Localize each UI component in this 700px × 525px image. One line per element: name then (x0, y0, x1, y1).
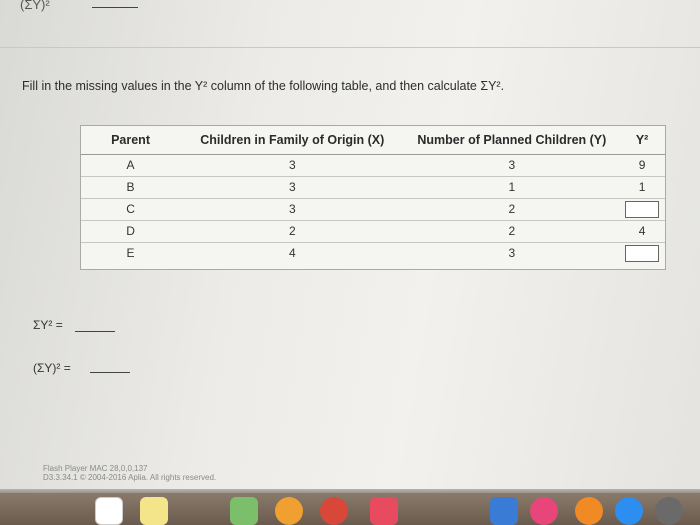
cell-x: 4 (180, 242, 404, 264)
footer-copyright: D3.3.34.1 © 2004-2016 Aplia. All rights reserved. (43, 473, 217, 482)
system-preferences-icon[interactable] (655, 497, 683, 525)
table-row (81, 176, 665, 198)
itunes-icon[interactable] (530, 497, 558, 525)
cell-y2 (619, 198, 665, 220)
cell-parent: D (81, 220, 180, 242)
sum-y-squared-answer-blank[interactable] (90, 372, 130, 373)
instruction-text: Fill in the missing values in the Y² column of the following table, and then calculate ΣY². (22, 79, 505, 93)
table-header-row (81, 126, 665, 154)
cell-y: 1 (405, 176, 620, 198)
table-row (81, 198, 665, 220)
table-row (81, 242, 665, 264)
chrome-icon[interactable] (320, 497, 348, 525)
cell-y: 2 (405, 198, 620, 220)
sum-y2-answer-blank[interactable] (75, 331, 115, 332)
data-table-container (80, 125, 666, 270)
news-icon[interactable] (370, 497, 398, 525)
top-fragment-blank (92, 7, 138, 8)
cell-x: 3 (180, 154, 404, 176)
app-store-icon[interactable] (615, 497, 643, 525)
ibooks-icon[interactable] (575, 497, 603, 525)
cell-y2 (619, 242, 665, 264)
cell-y2: 4 (619, 220, 665, 242)
header-y2: Y² (635, 132, 649, 147)
top-fragment-text: (ΣY)² (20, 0, 50, 12)
footer-version: Flash Player MAC 28,0,0,137 (43, 464, 148, 473)
books-icon[interactable] (490, 497, 518, 525)
cell-parent: C (81, 198, 180, 220)
y2-answer-input-e[interactable] (625, 245, 659, 262)
cell-parent: E (81, 242, 180, 264)
top-divider (0, 47, 700, 48)
header-y: Number of Planned Children (Y) (417, 132, 607, 147)
sum-y-squared-label: (ΣY)² = (33, 361, 71, 375)
calendar-icon[interactable] (95, 497, 123, 525)
notes-icon[interactable] (140, 497, 168, 525)
sum-y2-label: ΣY² = (33, 318, 63, 332)
table-row (81, 220, 665, 242)
header-x: Children in Family of Origin (X) (200, 132, 385, 147)
cell-y2: 9 (619, 154, 665, 176)
cell-parent: A (81, 154, 180, 176)
cell-parent: B (81, 176, 180, 198)
cell-x: 3 (180, 198, 404, 220)
maps-icon[interactable] (230, 497, 258, 525)
cell-x: 3 (180, 176, 404, 198)
cell-y: 2 (405, 220, 620, 242)
table-row (81, 154, 665, 176)
cell-x: 2 (180, 220, 404, 242)
y2-answer-input-c[interactable] (625, 201, 659, 218)
header-parent: Parent (111, 132, 150, 147)
data-table (81, 126, 665, 264)
cell-y: 3 (405, 154, 620, 176)
cell-y2: 1 (619, 176, 665, 198)
cell-y: 3 (405, 242, 620, 264)
photos-icon[interactable] (275, 497, 303, 525)
